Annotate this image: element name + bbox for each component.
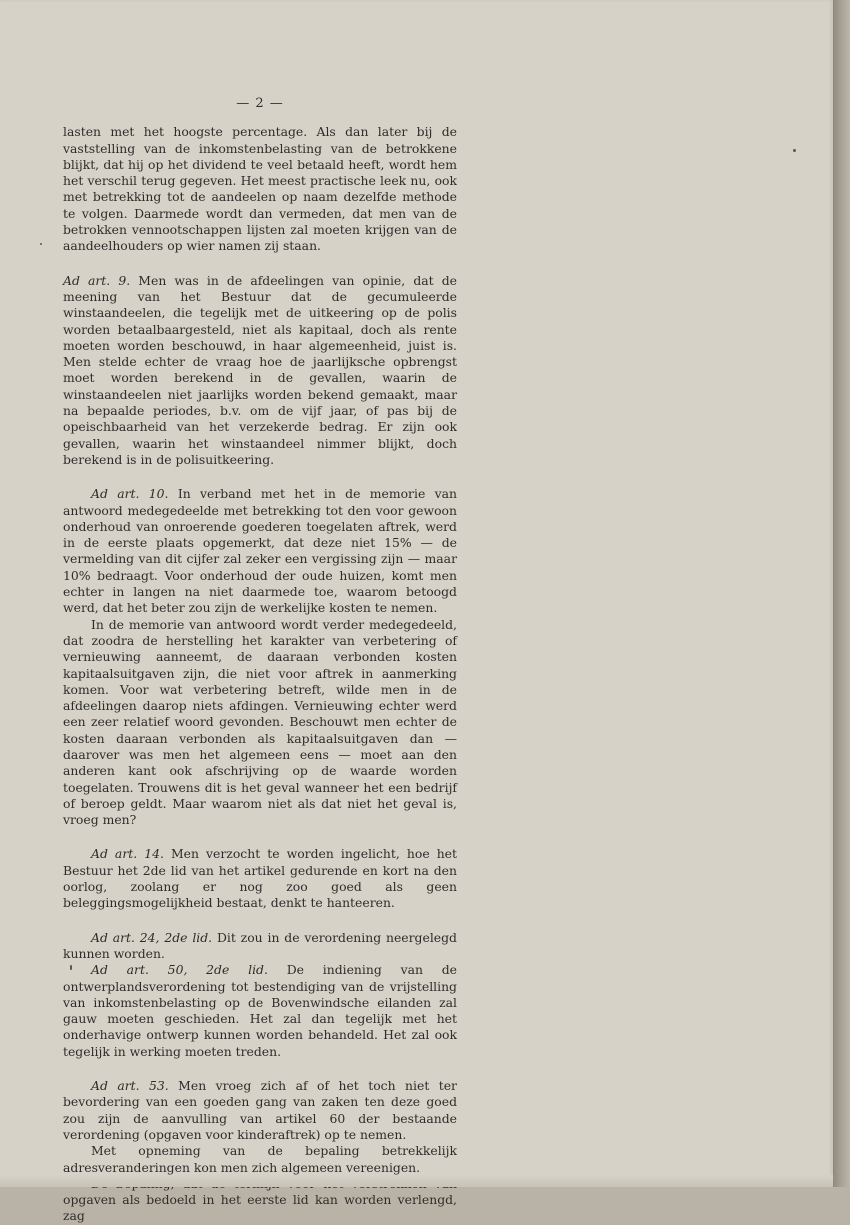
- paper-speck: [793, 149, 796, 152]
- paragraph-ad-art-50: [63, 962, 457, 1060]
- body-text: [63, 96, 457, 1225]
- page-number: — 2 —: [236, 96, 284, 111]
- paragraph-text: Men vroeg zich af of het toch niet ter bevordering van een goeden gang van zaken ten deze goed zou zijn de aanvulling van artikel 60 der bestaande verordening (opgaven voor kinderaftrek) op te nemen.: [63, 1078, 457, 1142]
- paragraph-text: In de memorie van antwoord wordt verder medegedeeld, dat zoodra de herstelling het karakter van verbetering of vernieuwing aanneemt, de daaraan verbonden kosten kapitaalsuitgaven zijn, die niet voor aftrek in aanmerking komen. Voor wat verbetering betreft, wilde men in de afdeelingen daarop niets afdingen. Vernieuwing echter werd een zeer relatief woord gevonden. Beschouwt men echter de kosten daaraan verbonden als kapitaalsuitgaven dan — daarover was men het algemeen eens — moet aan den anderen kant ook afschrijving op de waarde worden toegelaten. Trouwens dit is het geval wanneer het een bedrijf of beroep geldt. Maar waarom niet als dat niet het geval is, vroeg men?: [63, 616, 457, 828]
- paragraph-text: Met opneming van de bepaling betrekkelijk adresveranderingen kon men zich algemeen vereenigen.: [63, 1143, 457, 1175]
- paragraph-ad-art-9: [63, 273, 457, 469]
- article-reference: Ad art. 10.: [91, 486, 169, 502]
- paragraph-ad-art-53: [63, 1078, 457, 1143]
- page-bottom-edge: [0, 1175, 833, 1187]
- paragraph-text: lasten met het hoogste percentage. Als dan later bij de vaststelling van de inkomstenbelasting van de betrokkene blijkt, dat hij op het dividend te veel betaald heeft, wordt hem het verschil terug gegeven. Het meest practische leek nu, ook met betrekking tot de aandeelen op naam dezelfde methode te volgen. Daarmede wordt dan vermeden, dat men van de betrokken vennootschappen lijsten zal moeten krijgen van de aandeelhouders op wier namen zij staan.: [63, 124, 457, 254]
- paper-speck: [40, 243, 42, 245]
- paragraph-1: [63, 124, 457, 254]
- article-reference: Ad art. 24, 2de lid.: [91, 929, 213, 945]
- paragraph-text: Men was in de afdeelingen van opinie, dat de meening van het Bestuur dat de gecumuleerde winstaandeelen, die tegelijk met de uitkeering op de polis worden betaalbaargesteld, niet als kapitaal, doch als rente moeten worden beschouwd, in haar algemeenheid, juist is. Men stelde echter de vraag hoe de jaarlijksche opbrengst moet worden berekend in de gevallen, waarin de winstaandeelen niet jaarlijks worden bekend gemaakt, maar na bepaalde periodes, b.v. om de vijf jaar, of pas bij de opeischbaarheid van het verzekerde bedrag. Er zijn ook gevallen, waarin het winstaandeel nimmer blijkt, doch berekend is in de polisuitkeering.: [63, 272, 457, 467]
- paragraph-text: In verband met het in de memorie van antwoord medegedeelde met betrekking tot den voor gewoon onderhoud van onroerende goederen toegelaten aftrek, werd in de eerste plaats opgemerkt, dat deze niet 15% — de vermelding van dit cijfer zal zeker een vergissing zijn — maar 10% bedraagt. Voor onderhoud der oude huizen, komt men echter in langen na niet daarmede toe, waarom betoogd werd, dat het beter zou zijn de werkelijke kosten te nemen.: [63, 486, 457, 616]
- paragraph-text: Dit zou in de verordening neergelegd kunnen worden.: [63, 929, 457, 961]
- paragraph-ad-art-14: [63, 846, 457, 911]
- paper-speck: [70, 965, 72, 970]
- article-reference: Ad art. 14.: [91, 846, 164, 862]
- paragraph-ad-art-10: [63, 486, 457, 616]
- paragraph-adresveranderingen: [63, 1143, 457, 1176]
- page-right-edge: [833, 0, 850, 1187]
- paragraph-text: opgaven als bedoeld in het eerste lid kan worden verlengd, zag: [63, 1192, 457, 1224]
- article-reference: Ad art. 50, 2de lid.: [91, 962, 268, 978]
- paragraph-text: Men verzocht te worden ingelicht, hoe het Bestuur het 2de lid van het artikel gedurende en kort na den oorlog, zoolang er nog zoo goed als geen beleggingsmogelijkheid bestaat, denkt te hanteeren.: [63, 846, 457, 911]
- paragraph-memorie: [63, 617, 457, 829]
- article-reference: Ad art. 9.: [63, 272, 131, 288]
- paragraph-ad-art-24: [63, 930, 457, 963]
- paragraph-text: De indiening van de ontwerplandsverordening tot bestendiging van de vrijstelling van inkomstenbelasting op de Bovenwindsche eilanden zal gauw moeten geschieden. Het zal dan tegelijk met het onderhavige ontwerp kunnen worden behandeld. Het zal ook tegelijk in werking moeten treden.: [63, 962, 457, 1059]
- article-reference: Ad art. 53.: [91, 1078, 169, 1094]
